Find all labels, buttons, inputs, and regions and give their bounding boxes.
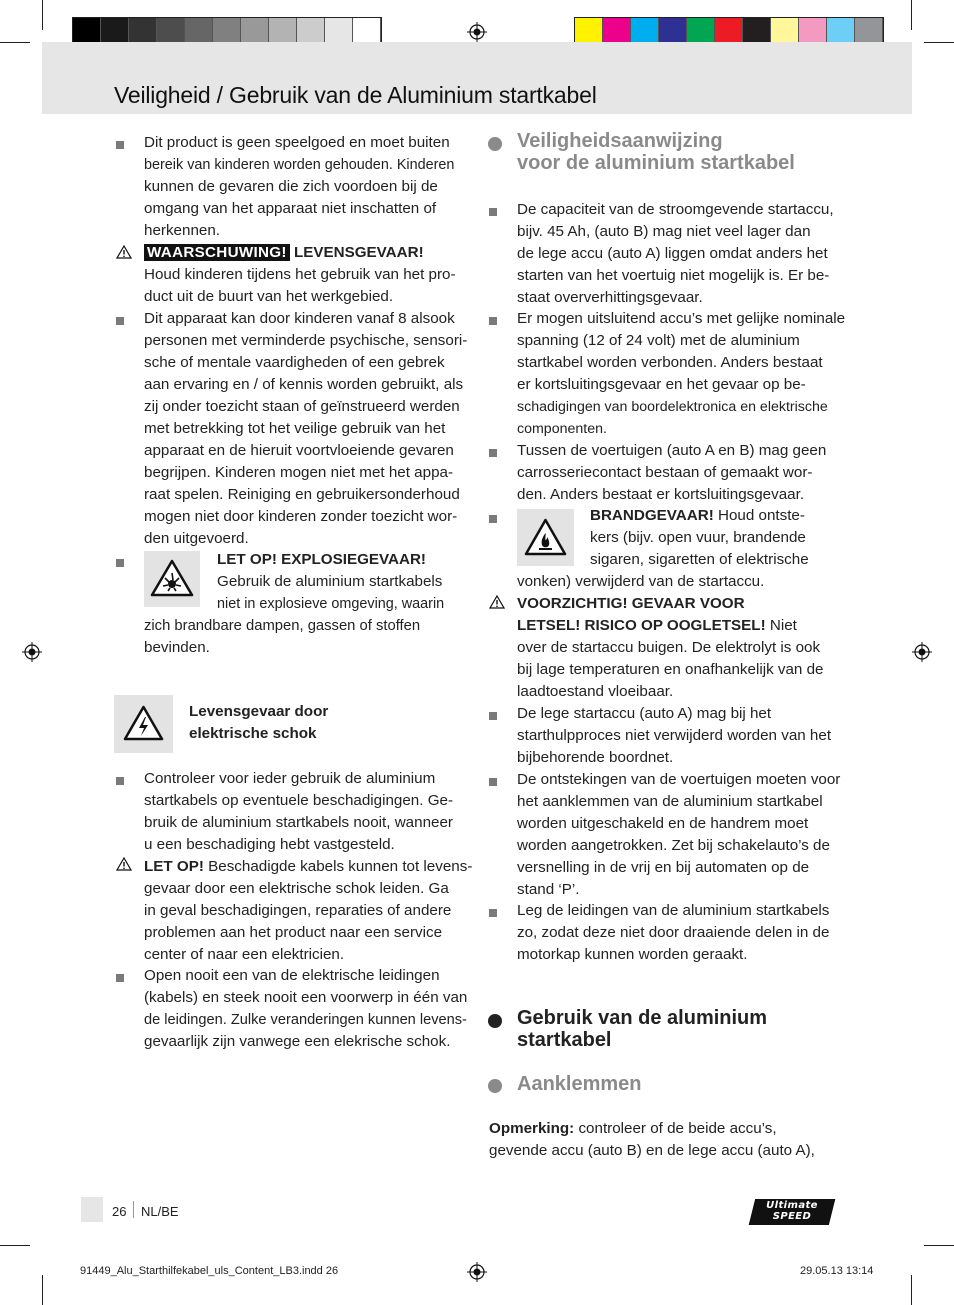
warning-paragraph xyxy=(144,856,474,966)
bullet-paragraph xyxy=(517,900,877,966)
warning-bold-text: LEVENSGEVAAR! xyxy=(293,244,424,261)
text-line: motorkap kunnen worden geraakt. xyxy=(517,946,748,963)
text-line: zich brandbare dampen, gassen of stoffen xyxy=(144,618,421,634)
text-line: de lege accu (auto A) liggen omdat anders het xyxy=(517,245,828,262)
text-line: kers (bijv. open vuur, brandende xyxy=(590,529,806,546)
text-line: bijv. 45 Ah, (auto B) mag niet veel lager dan xyxy=(517,223,811,240)
logo-text-top: Ultimate xyxy=(766,1200,818,1211)
bullet-paragraph xyxy=(517,308,877,440)
text-line: De ontstekingen van de voertuigen moeten voor xyxy=(517,771,841,788)
text-line: (kabels) en steek nooit een voorwerp in één van xyxy=(144,989,468,1006)
explosion-paragraph xyxy=(144,549,474,659)
file-info: 91449_Alu_Starthilfekabel_uls_Content_LB3.indd 26 xyxy=(80,1265,339,1277)
text-line: problemen aan het product naar een service xyxy=(144,924,443,941)
logo-text-bottom: SPEED xyxy=(772,1211,812,1222)
bullet xyxy=(116,141,124,149)
text-line: De lege startaccu (auto A) mag bij het xyxy=(517,705,772,722)
page-title: Veiligheid / Gebruik van de Aluminium startkabel xyxy=(114,82,597,108)
bullet xyxy=(489,317,497,325)
bullet-paragraph xyxy=(144,308,474,550)
text-line: bevinden. xyxy=(144,639,210,656)
warning-paragraph xyxy=(144,242,474,308)
text-line: elektrische schok xyxy=(189,725,317,742)
text-line: over de startaccu buigen. De elektrolyt is ook xyxy=(517,639,821,656)
crop-mark xyxy=(924,1245,954,1246)
text-line: den uitgevoerd. xyxy=(144,530,249,547)
text-line: schadigingen van boordelektronica en elektrische xyxy=(517,399,828,415)
text-line: staat oververhittingsgevaar. xyxy=(517,289,703,306)
bullet-paragraph xyxy=(517,440,877,506)
text-inline: Niet xyxy=(765,617,797,634)
warning-label: WAARSCHUWING! xyxy=(144,244,290,261)
crop-mark xyxy=(911,0,912,30)
text-line: Dit product is geen speelgoed en moet buiten xyxy=(144,134,450,151)
text-line: vonken) verwijderd van de startaccu. xyxy=(517,573,765,590)
bullet-paragraph xyxy=(144,965,474,1053)
text-line: herkennen. xyxy=(144,222,220,239)
electric-shock-icon xyxy=(114,695,173,753)
brand-logo xyxy=(752,1199,838,1225)
registration-mark-icon xyxy=(467,1262,487,1282)
bullet xyxy=(489,449,497,457)
text-line: startkabel worden verbonden. Anders bestaat xyxy=(517,354,823,371)
text-line: stand ‘P’. xyxy=(517,881,580,898)
text-line: in geval beschadigingen, reparaties of andere xyxy=(144,902,452,919)
text-line: VOORZICHTIG! GEVAAR VOOR xyxy=(517,595,745,612)
text-line: sigaren, sigaretten of elektrische xyxy=(590,551,809,568)
warning-triangle-icon xyxy=(116,857,132,871)
heading-line: startkabel xyxy=(517,1029,612,1051)
registration-mark-icon xyxy=(22,642,42,662)
text-inline: Beschadigde kabels kunnen tot levens- xyxy=(203,858,473,875)
text-line: met betrekking tot het veilige gebruik van het xyxy=(144,420,446,437)
text-line: omgang van het apparaat niet inschatten of xyxy=(144,200,437,217)
explosion-title: LET OP! EXPLOSIEGEVAAR! xyxy=(217,551,426,568)
text-line: Gebruik de aluminium startkabels xyxy=(217,573,443,590)
text-line: duct uit de buurt van het werkgebied. xyxy=(144,288,394,305)
bullet xyxy=(116,559,124,567)
text-line: zij onder toezicht staan of geïnstrueerd werden xyxy=(144,398,460,415)
crop-mark xyxy=(42,1275,43,1305)
bullet-paragraph xyxy=(144,132,474,242)
heading-line: voor de aluminium startkabel xyxy=(517,152,795,174)
crop-mark xyxy=(0,42,30,43)
note-label: Opmerking: xyxy=(489,1120,575,1137)
text-line: carrosseriecontact bestaan of gemaakt wor- xyxy=(517,464,813,481)
bullet-paragraph xyxy=(517,199,877,309)
page-number: 26 xyxy=(112,1204,127,1219)
text-line: Leg de leidingen van de aluminium startkabels xyxy=(517,902,830,919)
section-heading-usage xyxy=(517,1007,877,1051)
text-line: versnelling in de vrij en bij automaten op de xyxy=(517,859,810,876)
heading-line: Gebruik van de aluminium xyxy=(517,1007,768,1029)
text-line: personen met verminderde psychische, sensori- xyxy=(144,332,468,349)
text-line: niet in explosieve omgeving, waarin xyxy=(217,596,445,612)
shock-warning-title xyxy=(189,701,439,745)
print-date: 29.05.13 13:14 xyxy=(800,1265,874,1277)
text-line: center of naar een elektricien. xyxy=(144,946,345,963)
warning-paragraph xyxy=(517,593,877,703)
text-line: worden uitgeschakeld en de handrem moet xyxy=(517,815,809,832)
text-line: startkabels op eventuele beschadigingen. Ge- xyxy=(144,792,454,809)
text-line: laadtoestand vloeibaar. xyxy=(517,683,674,700)
section-dot xyxy=(488,1079,502,1093)
text-line: mogen niet door kinderen zonder toezicht wor- xyxy=(144,508,458,525)
bullet xyxy=(116,777,124,785)
text-line: kunnen de gevaren die zich voordoen bij de xyxy=(144,178,438,195)
text-line: apparaat en de hieruit voortvloeiende gevaren xyxy=(144,442,454,459)
bullet-paragraph xyxy=(144,768,474,856)
bullet xyxy=(489,778,497,786)
page-number-box xyxy=(81,1197,103,1222)
text-line: Houd kinderen tijdens het gebruik van het pro- xyxy=(144,266,456,283)
language-code: NL/BE xyxy=(141,1204,179,1219)
text-line: sche of mentale vaardigheden of een gebrek xyxy=(144,354,445,371)
section-dot xyxy=(488,137,502,151)
text-line: bereik van kinderen worden gehouden. Kinderen xyxy=(144,157,455,173)
text-line: aan ervaring en / of kennis worden gebruikt, als xyxy=(144,376,464,393)
registration-mark-icon xyxy=(912,642,932,662)
registration-mark-icon xyxy=(467,22,487,42)
note-paragraph xyxy=(489,1118,869,1162)
fire-warning-bold: BRANDGEVAAR! xyxy=(590,507,714,524)
bullet xyxy=(489,712,497,720)
text-line: worden aangetrokken. Zet bij schakelauto’s de xyxy=(517,837,830,854)
crop-mark xyxy=(42,0,43,30)
warning-triangle-icon xyxy=(489,595,505,609)
crop-mark xyxy=(0,1245,30,1246)
text-line: starten van het voertuig niet mogelijk is. Er be- xyxy=(517,267,830,284)
bullet xyxy=(489,909,497,917)
text-line: Tussen de voertuigen (auto A en B) mag geen xyxy=(517,442,827,459)
text-line: begrijpen. Kinderen mogen niet met het appa- xyxy=(144,464,454,481)
text-line: bijbehorende boordnet. xyxy=(517,749,674,766)
bullet-paragraph xyxy=(517,703,877,769)
text-line: componenten. xyxy=(517,421,607,437)
text-line: gevaar door een elektrische schok leiden. Ga xyxy=(144,880,449,897)
section-dot xyxy=(488,1014,502,1028)
text-line: De capaciteit van de stroomgevende startaccu, xyxy=(517,201,834,218)
footer-divider xyxy=(133,1201,134,1218)
text-line: bruik de aluminium startkabels nooit, wanneer xyxy=(144,814,453,831)
text-line: het aanklemmen van de aluminium startkabel xyxy=(517,793,823,810)
warning-bold-text: LET OP! xyxy=(144,858,204,875)
text-line: Controleer voor ieder gebruik de aluminium xyxy=(144,770,436,787)
crop-mark xyxy=(911,1275,912,1305)
text-line: Open nooit een van de elektrische leidingen xyxy=(144,967,440,984)
fire-warning-paragraph xyxy=(517,505,877,593)
text-line: den. Anders bestaat er kortsluitingsgevaar. xyxy=(517,486,805,503)
heading-line: Veiligheidsaanwijzing xyxy=(517,130,723,152)
warning-bold-text: LETSEL! RISICO OP OOGLETSEL! xyxy=(517,617,766,634)
text-line: de leidingen. Zulke veranderingen kunnen levens- xyxy=(144,1012,467,1028)
text-line: er kortsluitingsgevaar en het gevaar op be- xyxy=(517,376,806,393)
bullet xyxy=(116,317,124,325)
bullet-paragraph xyxy=(517,769,877,901)
text-line: gevaarlijk zijn vanwege een elekrische schok. xyxy=(144,1033,451,1050)
section-heading-aanklemmen: Aanklemmen xyxy=(517,1073,642,1095)
bullet xyxy=(489,515,497,523)
text-inline: Houd ontste- xyxy=(713,507,805,524)
bullet xyxy=(116,974,124,982)
text-line: Dit apparaat kan door kinderen vanaf 8 alsook xyxy=(144,310,455,327)
text-line: starthulpproces niet verwijderd worden van het xyxy=(517,727,832,744)
text-line: Levensgevaar door xyxy=(189,703,329,720)
electric-shock-icon-box xyxy=(114,695,173,753)
text-line: Er mogen uitsluitend accu’s met gelijke nominale xyxy=(517,310,846,327)
warning-triangle-icon xyxy=(116,245,132,259)
section-heading-safety xyxy=(517,130,877,174)
text-inline: controleer of de beide accu’s, xyxy=(574,1120,777,1137)
text-line: gevende accu (auto B) en de lege accu (auto A), xyxy=(489,1142,815,1159)
text-line: raat spelen. Reiniging en gebruikersonderhoud xyxy=(144,486,460,503)
crop-mark xyxy=(924,42,954,43)
text-line: spanning (12 of 24 volt) met de aluminium xyxy=(517,332,800,349)
bullet xyxy=(489,208,497,216)
text-line: u een beschadiging hebt vastgesteld. xyxy=(144,836,395,853)
text-line: bij lage temperaturen en onafhankelijk van de xyxy=(517,661,824,678)
text-line: zo, zodat deze niet door draaiende delen in de xyxy=(517,924,830,941)
